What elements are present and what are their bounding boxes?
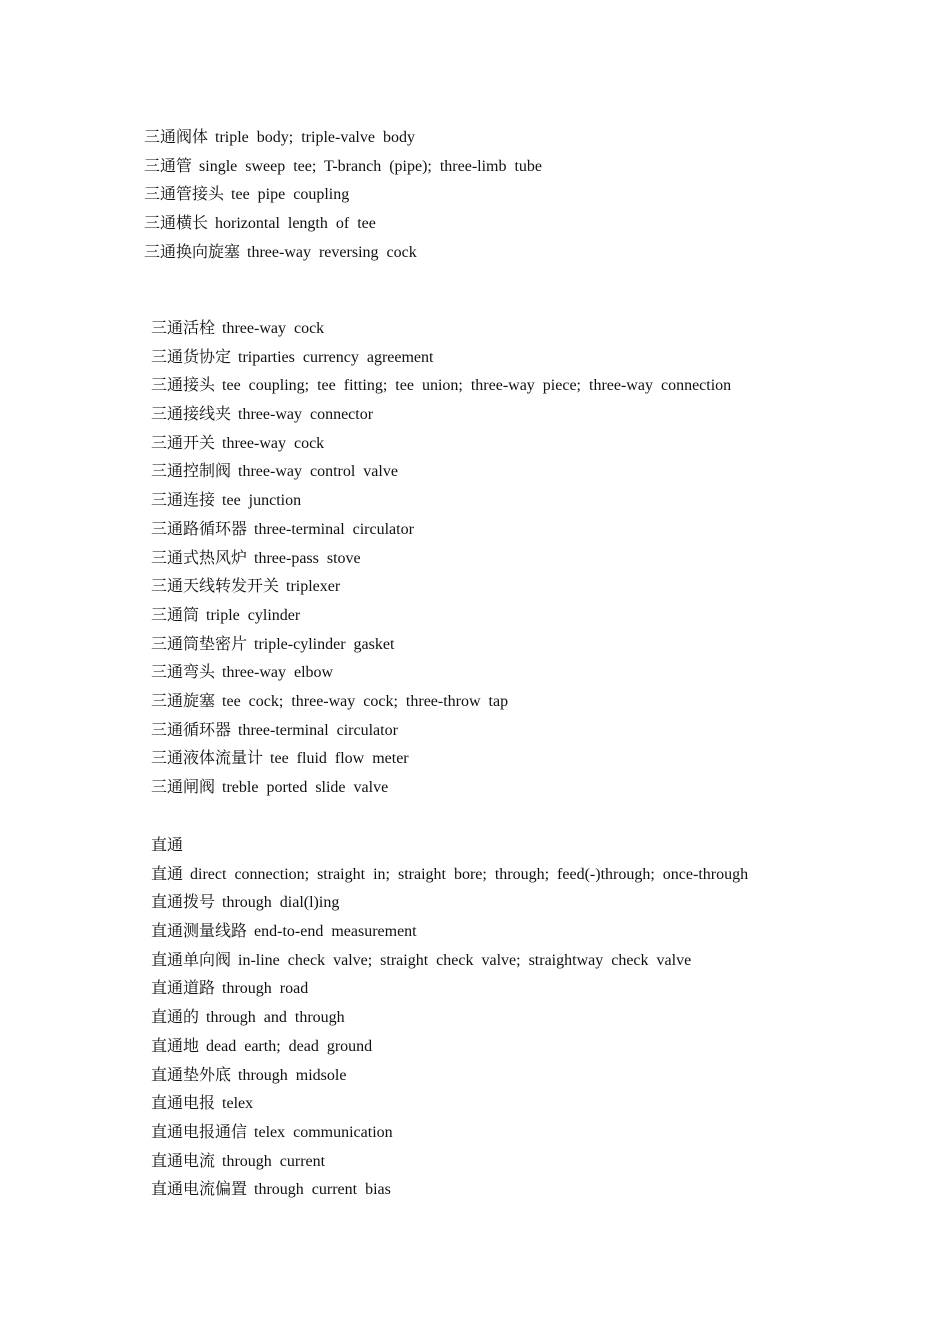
entry-term: 三通路循环器 [151,520,248,538]
entry-term: 三通旋塞 [151,692,216,710]
entry-definition: direct connection; straight in; straight bore; through; feed(-)through; once-through [190,865,749,883]
entry-definition: three-way reversing cock [247,243,417,261]
entry-term: 直通电流偏置 [151,1181,248,1199]
entry-term: 直通 [151,865,184,883]
glossary-entry [151,344,731,373]
entry-term: 三通筒 [151,606,200,624]
glossary-entry [151,918,748,947]
glossary-entry [151,1148,748,1177]
entry-definition: in-line check valve; straight check valve; straightway check valve [238,951,692,969]
entry-term: 直通电报通信 [151,1123,248,1141]
glossary-entry [151,774,731,803]
entry-term: 直通电报 [151,1095,216,1113]
entry-term: 三通管接头 [144,186,225,204]
entry-term: 三通管 [144,157,193,175]
glossary-entry [151,315,731,344]
entry-term: 三通筒垫密片 [151,635,248,653]
entry-definition: three-way control valve [238,463,398,481]
glossary-entry [151,401,731,430]
glossary-entry [151,631,731,660]
entry-term: 三通循环器 [151,721,232,739]
entry-term: 三通货协定 [151,348,232,366]
entry-term: 直通道路 [151,980,216,998]
glossary-entry [151,372,731,401]
entry-term: 直通电流 [151,1152,216,1170]
entry-term: 直通单向阀 [151,951,232,969]
glossary-entry [151,717,731,746]
glossary-section-three-way-fittings [151,315,731,803]
glossary-section-straight-through [151,832,748,1205]
glossary-entry [151,430,731,459]
entry-definition: triparties currency agreement [238,348,434,366]
entry-definition: through dial(l)ing [222,894,340,912]
entry-definition: telex [222,1095,254,1113]
entry-definition: three-way connector [238,406,374,424]
glossary-section-three-way-valves [144,124,542,267]
glossary-entry [151,487,731,516]
entry-term: 直通测量线路 [151,923,248,941]
glossary-entry [151,545,731,574]
glossary-entry [144,153,542,182]
entry-term: 三通液体流量计 [151,750,264,768]
entry-definition: tee junction [222,492,302,510]
entry-definition: through and through [206,1009,345,1027]
glossary-entry [151,975,748,1004]
entry-definition: single sweep tee; T-branch (pipe); three-limb tube [199,157,543,175]
entry-term: 直通拨号 [151,894,216,912]
glossary-entry [151,688,731,717]
glossary-entry [151,889,748,918]
entry-definition: three-way cock [222,434,325,452]
entry-definition: triple-cylinder gasket [254,635,395,653]
entry-definition: through current bias [254,1181,391,1199]
entry-definition: treble ported slide valve [222,779,389,796]
glossary-entry [151,947,748,976]
entry-definition: end-to-end measurement [254,923,417,941]
entry-definition: three-terminal circulator [254,520,414,538]
entry-term: 直通地 [151,1037,200,1055]
entry-definition: through road [222,980,309,998]
entry-term: 三通连接 [151,492,216,510]
glossary-entry [151,1062,748,1091]
entry-term: 直通 [151,837,184,854]
entry-term: 三通闸阀 [151,779,216,796]
glossary-entry [151,861,748,890]
entry-term: 三通控制阀 [151,463,232,481]
entry-definition: tee pipe coupling [231,186,350,204]
entry-term: 三通横长 [144,215,209,233]
glossary-entry [151,1119,748,1148]
entry-term: 三通弯头 [151,664,216,682]
entry-term: 三通开关 [151,434,216,452]
entry-term: 直通的 [151,1009,200,1027]
entry-term: 三通接头 [151,377,216,395]
entry-definition: triple body; triple-valve body [215,129,415,146]
entry-definition: horizontal length of tee [215,215,376,233]
entry-definition: triplexer [286,578,341,596]
glossary-entry [144,239,542,268]
glossary-entry [144,124,542,153]
glossary-entry [144,181,542,210]
entry-definition: three-way cock [222,320,325,337]
entry-definition: through midsole [238,1066,347,1084]
glossary-entry [151,1033,748,1062]
entry-term: 三通接线夹 [151,406,232,424]
glossary-entry [151,1090,748,1119]
glossary-entry [151,1004,748,1033]
entry-definition: through current [222,1152,326,1170]
entry-term: 三通天线转发开关 [151,578,280,596]
entry-term: 三通活栓 [151,320,216,337]
entry-definition: tee coupling; tee fitting; tee union; three-way piece; three-way connection [222,377,732,395]
entry-definition: three-pass stove [254,549,361,567]
entry-definition: three-way elbow [222,664,334,682]
glossary-entry [151,573,731,602]
entry-definition: dead earth; dead ground [206,1037,373,1055]
entry-term: 三通式热风炉 [151,549,248,567]
glossary-entry [151,659,731,688]
glossary-entry [151,1176,748,1205]
glossary-entry [151,832,748,861]
entry-definition: tee cock; three-way cock; three-throw tap [222,692,509,710]
entry-term: 三通阀体 [144,129,209,146]
glossary-entry [151,602,731,631]
entry-definition: tee fluid flow meter [270,750,409,768]
entry-definition: three-terminal circulator [238,721,398,739]
entry-term: 三通换向旋塞 [144,243,241,261]
glossary-entry [144,210,542,239]
entry-term: 直通垫外底 [151,1066,232,1084]
glossary-entry [151,458,731,487]
entry-definition: triple cylinder [206,606,301,624]
glossary-entry [151,516,731,545]
entry-definition: telex communication [254,1123,393,1141]
glossary-entry [151,745,731,774]
